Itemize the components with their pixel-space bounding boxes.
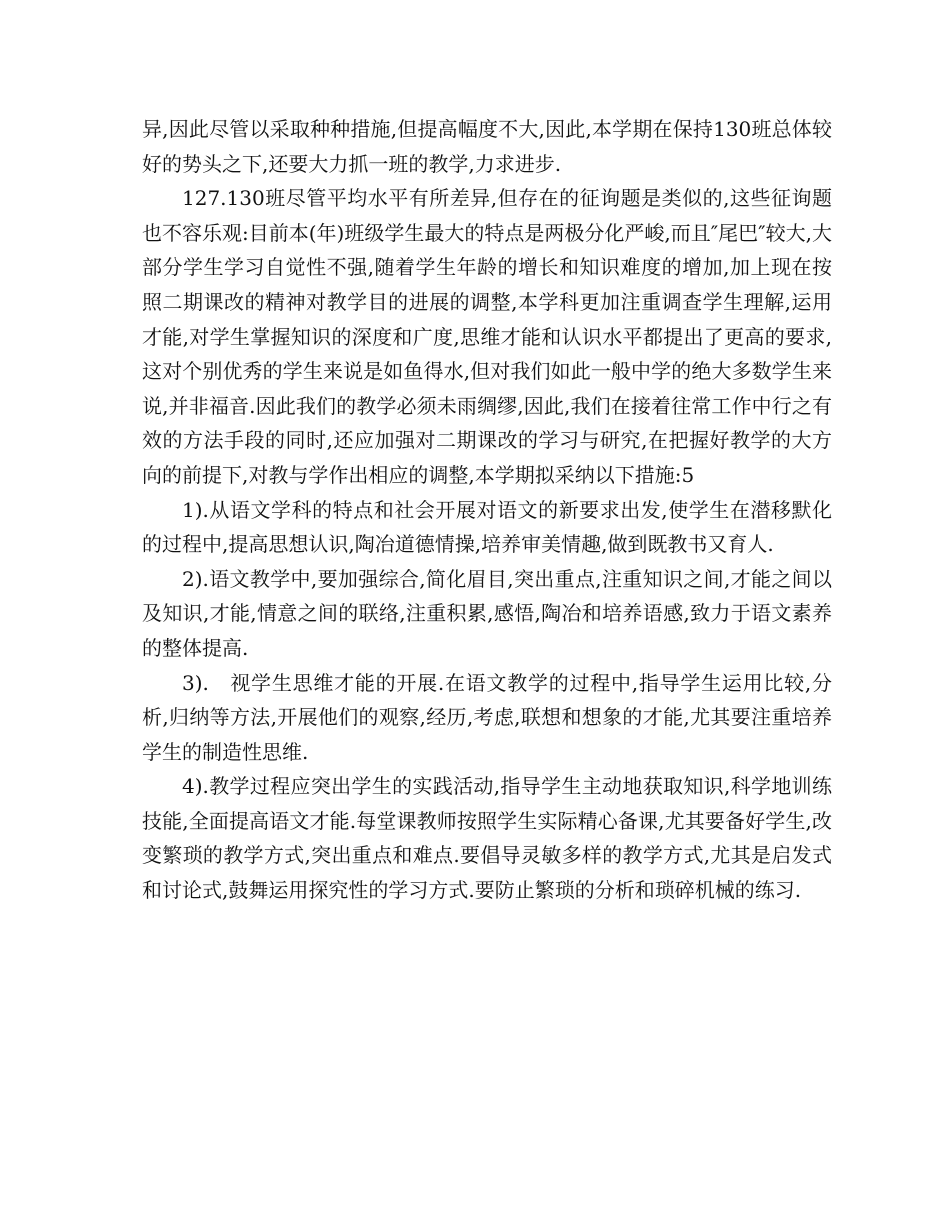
paragraph-measure-3: 3). 视学生思维才能的开展.在语文教学的过程中,指导学生运用比较,分析,归纳等方法,开展他们的观察,经历,考虑,联想和想象的才能,尤其要注重培养学生的制造性思维. <box>142 670 832 764</box>
paragraph-continuation: 异,因此尽管以采取种种措施,但提高幅度不大,因此,本学期在保持130班总体较好的势头之下,还要大力抓一班的教学,力求进步. <box>142 117 832 176</box>
document-body <box>142 112 832 908</box>
paragraph-measure-4: 4).教学过程应突出学生的实践活动,指导学生主动地获取知识,科学地训练技能,全面提高语文才能.每堂课教师按照学生实际精心备课,尤其要备好学生,改变繁琐的教学方式,突出重点和难点.要倡导灵敏多样的教学方式,尤其是启发式和讨论式,鼓舞运用探究性的学习方式.要防止繁琐的分析和琐碎机械的练习. <box>142 774 832 903</box>
paragraph-measure-1: 1).从语文学科的特点和社会开展对语文的新要求出发,使学生在潜移默化的过程中,提高思想认识,陶冶道德情操,培养审美情趣,做到既教书又育人. <box>142 497 832 557</box>
paragraph-class-problems: 127.130班尽管平均水平有所差异,但存在的征询题是类似的,这些征询题也不容乐观:目前本(年)班级学生最大的特点是两极分化严峻,而且″尾巴″较大,大部分学生学习自觉性不强,随着学生年龄的增长和知识难度的增加,加上现在按照二期课改的精神对教学目的进展的调整,本学科更加注重调查学生理解,运用才能,对学生掌握知识的深度和广度,思维才能和认识水平都提出了更高的要求,这对个别优秀的学生来说是如鱼得水,但对我们如此一般中学的绝大多数学生来说,并非福音.因此我们的教学必须未雨绸缪,因此,我们在接着往常工作中行之有效的方法手段的同时,还应加强对二期课改的学习与研究,在把握好教学的大方向的前提下,对教与学作出相应的调整,本学期拟采纳以下措施:5 <box>142 186 832 487</box>
paragraph-measure-2: 2).语文教学中,要加强综合,简化眉目,突出重点,注重知识之间,才能之间以及知识,才能,情意之间的联络,注重积累,感悟,陶冶和培养语感,致力于语文素养的整体提高. <box>142 566 832 660</box>
